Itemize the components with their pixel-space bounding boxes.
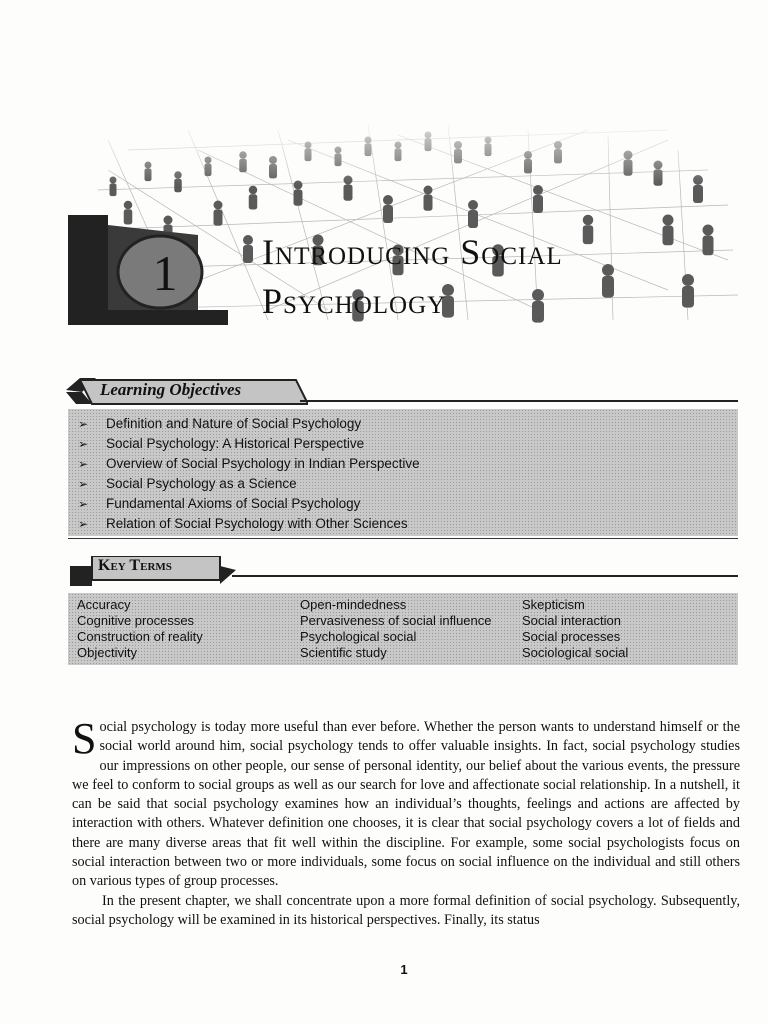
list-item: ➢ Social Psychology: A Historical Perspective (78, 434, 420, 454)
arrow-bullet-icon: ➢ (78, 457, 89, 471)
list-item: Skepticism (522, 597, 585, 612)
list-item: Construction of reality (77, 629, 203, 644)
arrow-bullet-icon: ➢ (78, 417, 89, 431)
arrow-bullet-icon: ➢ (78, 517, 89, 531)
learning-objectives-bottom-rule (68, 538, 738, 539)
chapter-title-line-1: Introducing Social (262, 232, 563, 272)
learning-objectives-heading: Learning Objectives (100, 380, 242, 399)
learning-objectives-rule (300, 400, 738, 402)
chapter-title-line-2: Psychology (262, 281, 447, 321)
list-item: ➢ Fundamental Axioms of Social Psychology (78, 494, 420, 514)
page-number: 1 (400, 962, 408, 977)
key-terms-heading: Key Terms (98, 557, 172, 574)
arrow-bullet-icon: ➢ (78, 477, 89, 491)
arrow-bullet-icon: ➢ (78, 437, 89, 451)
key-terms-column-1 (77, 597, 203, 661)
body-text (72, 714, 740, 930)
list-item: Pervasiveness of social influence (300, 613, 492, 628)
key-terms-column-2 (300, 597, 492, 661)
list-item: Objectivity (77, 645, 137, 660)
list-item: Sociological social (522, 645, 629, 660)
list-item: Scientific study (300, 645, 387, 660)
list-item: Social interaction (522, 613, 621, 628)
arrow-bullet-icon: ➢ (78, 497, 89, 511)
list-item: Open-mindedness (300, 597, 407, 612)
drop-cap: S (72, 714, 97, 763)
list-item: Cognitive processes (77, 613, 195, 628)
list-item: ➢ Overview of Social Psychology in Indian Perspective (78, 454, 420, 474)
body-paragraph-1: Social psychology is today more useful than ever before. Whether the person wants to understand himself or the social world around him, social psychology tends to offer valuable insights. In fact, social psychology studies our impressions on other people, our sense of personal identity, our belief about the various events, the pressure we feel to conform to social groups as well as our search for love and affectionate social relationship. In a nutshell, it can be said that social psychology examines how an individual’s thoughts, feelings and actions are affected by interaction with others. Whatever definition one chooses, it is clear that social psychology covers a lot of fields and there are many diverse areas that fit well within the discipline. For example, some social psychologists focus on social interaction between two or more individuals, some focus on social influence on the individual and still others on various types of group processes. (72, 714, 740, 890)
key-terms-column-3 (522, 597, 628, 661)
list-item: Accuracy (77, 597, 131, 612)
chapter-number: 1 (152, 245, 178, 301)
list-item: ➢ Relation of Social Psychology with Other Sciences (78, 514, 420, 534)
list-item: Social processes (522, 629, 621, 644)
key-terms-rule (232, 575, 738, 577)
list-item: ➢ Definition and Nature of Social Psychology (78, 414, 420, 434)
body-paragraph-2: In the present chapter, we shall concentrate upon a more formal definition of social psychology. Subsequently, social psychology will be examined in its historical perspectives. Finally, its status (72, 892, 740, 928)
list-item: ➢ Social Psychology as a Science (78, 474, 420, 494)
list-item: Psychological social (300, 629, 417, 644)
learning-objectives-list (78, 414, 420, 534)
